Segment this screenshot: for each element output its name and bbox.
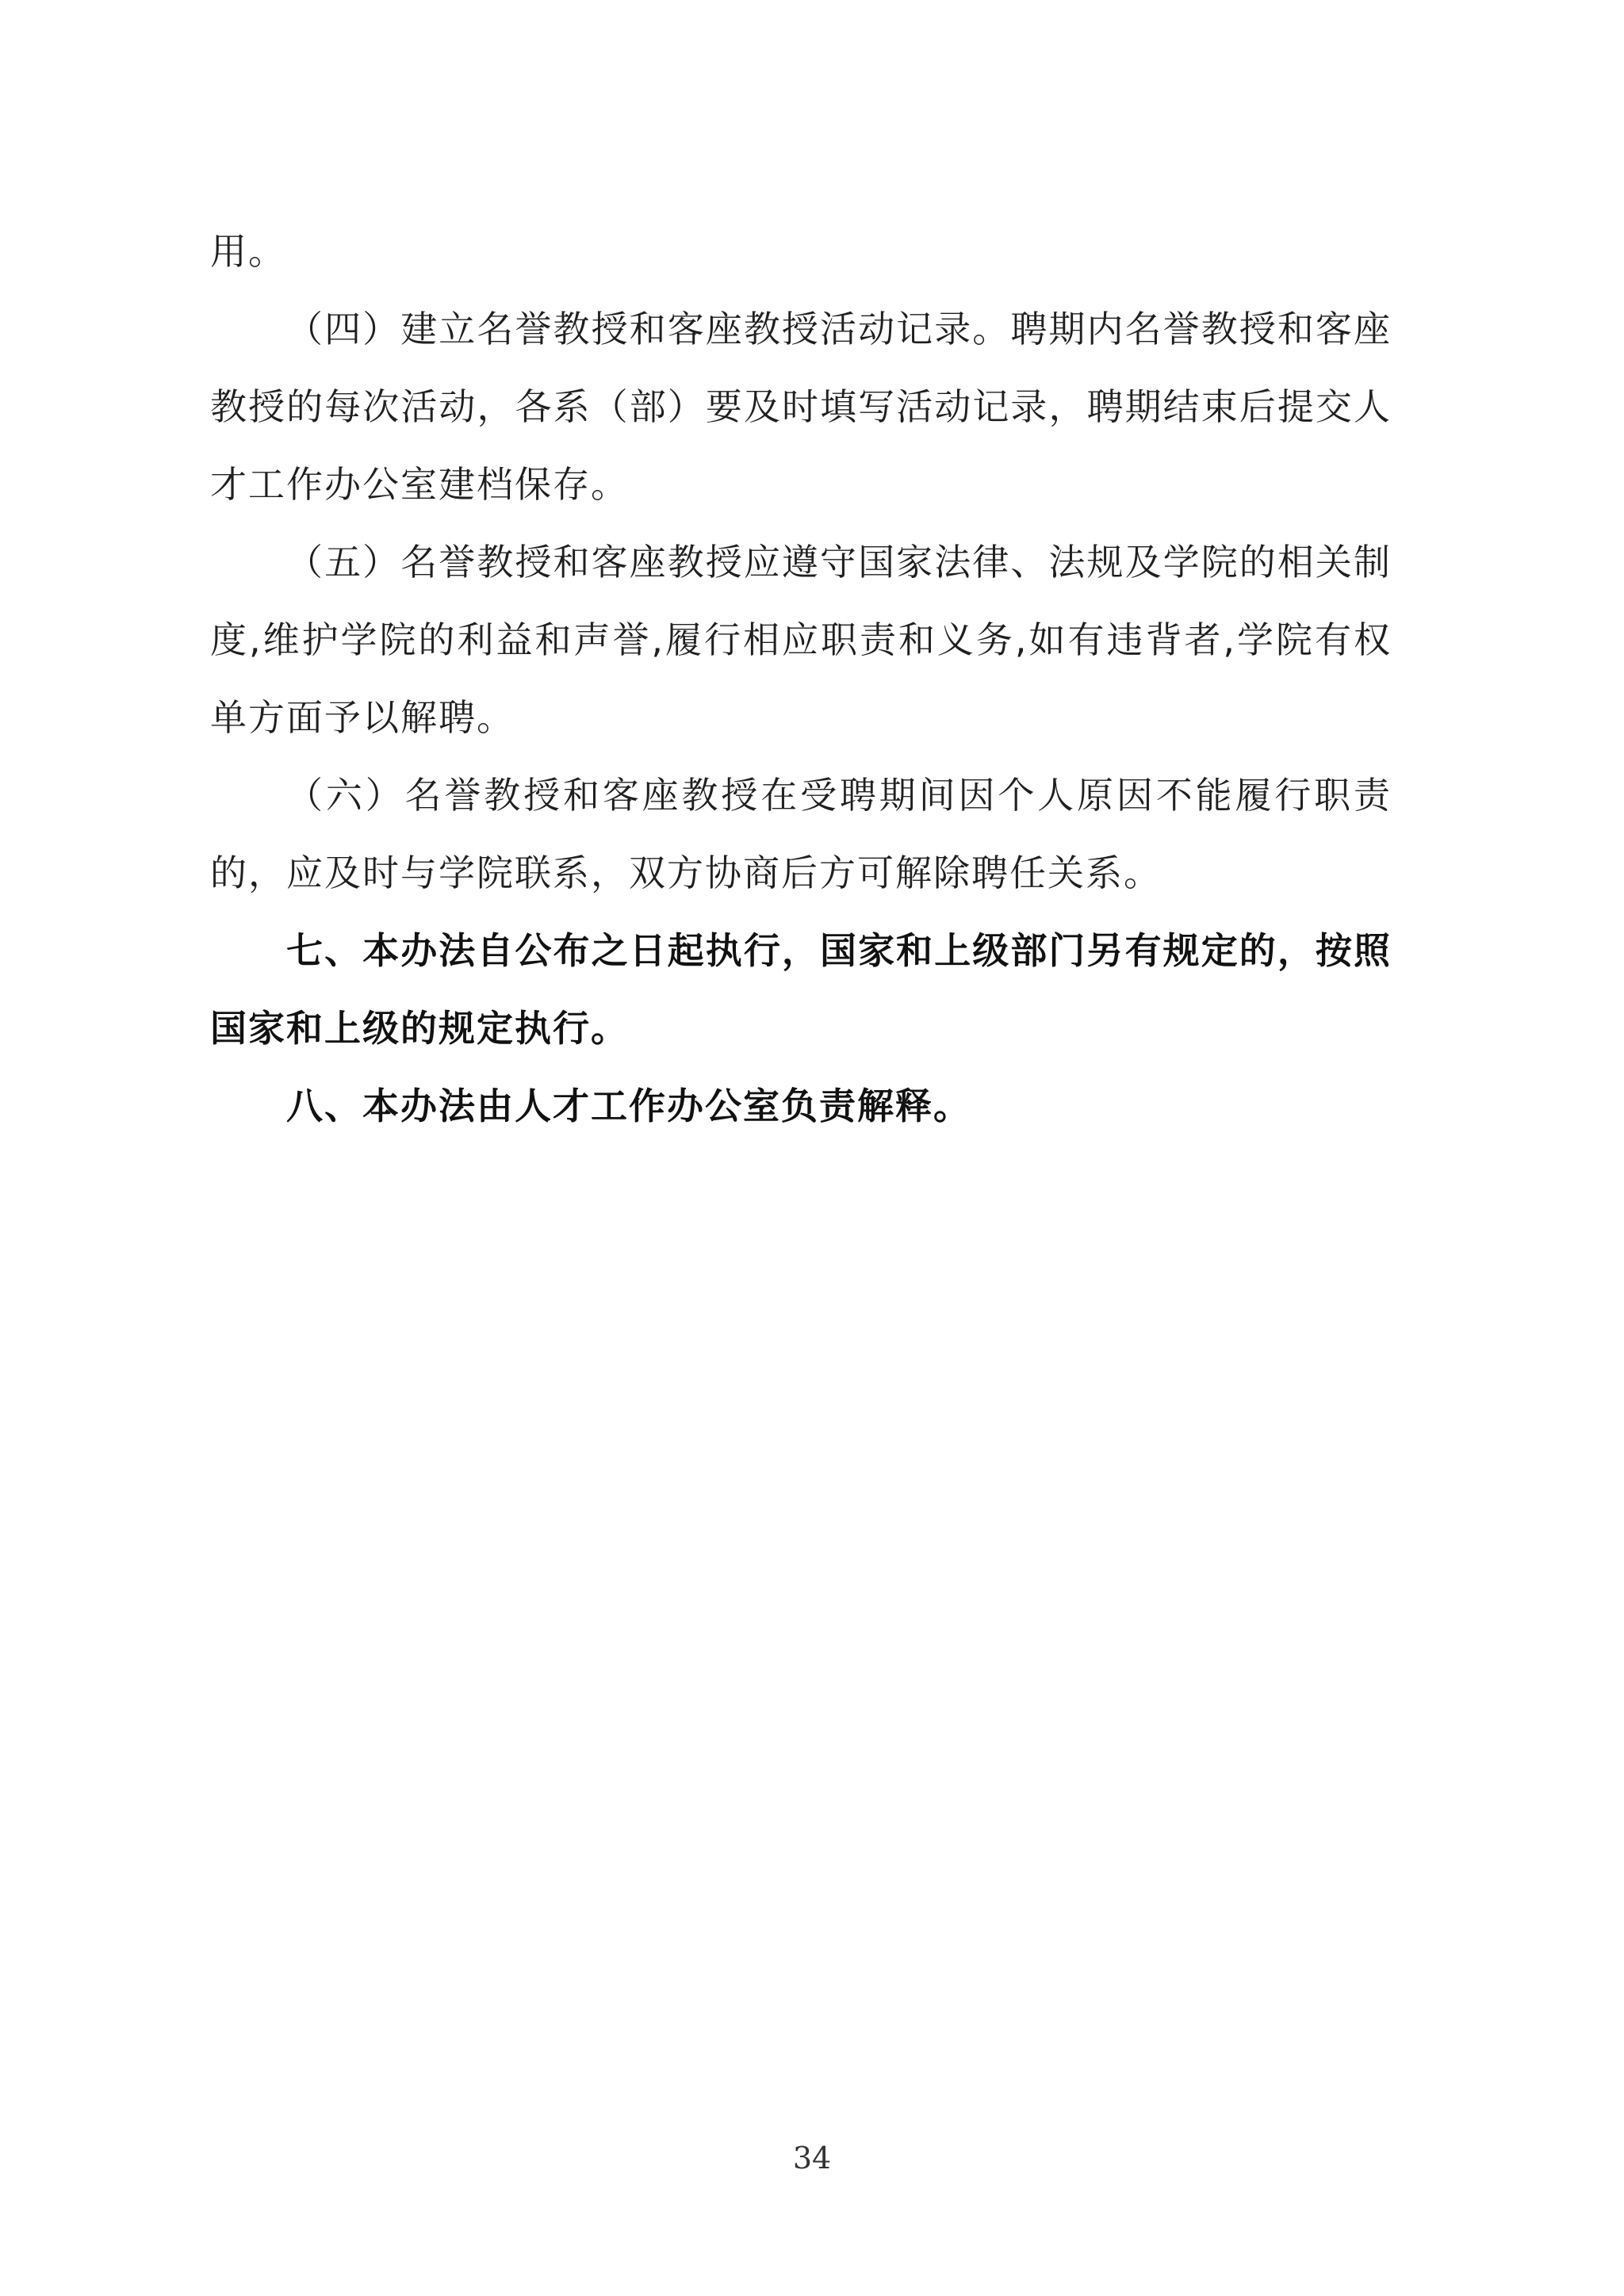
paragraph-item-6: （六）名誉教授和客座教授在受聘期间因个人原因不能履行职责的，应及时与学院联系，双方协商后方可解除聘任关系。 xyxy=(210,774,1392,894)
document-body xyxy=(210,212,1392,1145)
paragraph-article-8: 八、本办法由人才工作办公室负责解释。 xyxy=(286,1085,971,1127)
page-number: 34 xyxy=(792,2141,832,2175)
paragraph-continuation: 用。 xyxy=(210,230,286,273)
paragraph-item-5: （五）名誉教授和客座教授应遵守国家法律、法规及学院的相关制度,维护学院的利益和声誉,履行相应职责和义务,如有违背者,学院有权单方面予以解聘。 xyxy=(210,541,1392,739)
paragraph-article-7: 七、本办法自公布之日起执行，国家和上级部门另有规定的，按照国家和上级的规定执行。 xyxy=(210,929,1392,1050)
paragraph-item-4: （四）建立名誉教授和客座教授活动记录。聘期内名誉教授和客座教授的每次活动，各系（部）要及时填写活动记录，聘期结束后提交人才工作办公室建档保存。 xyxy=(210,308,1392,506)
